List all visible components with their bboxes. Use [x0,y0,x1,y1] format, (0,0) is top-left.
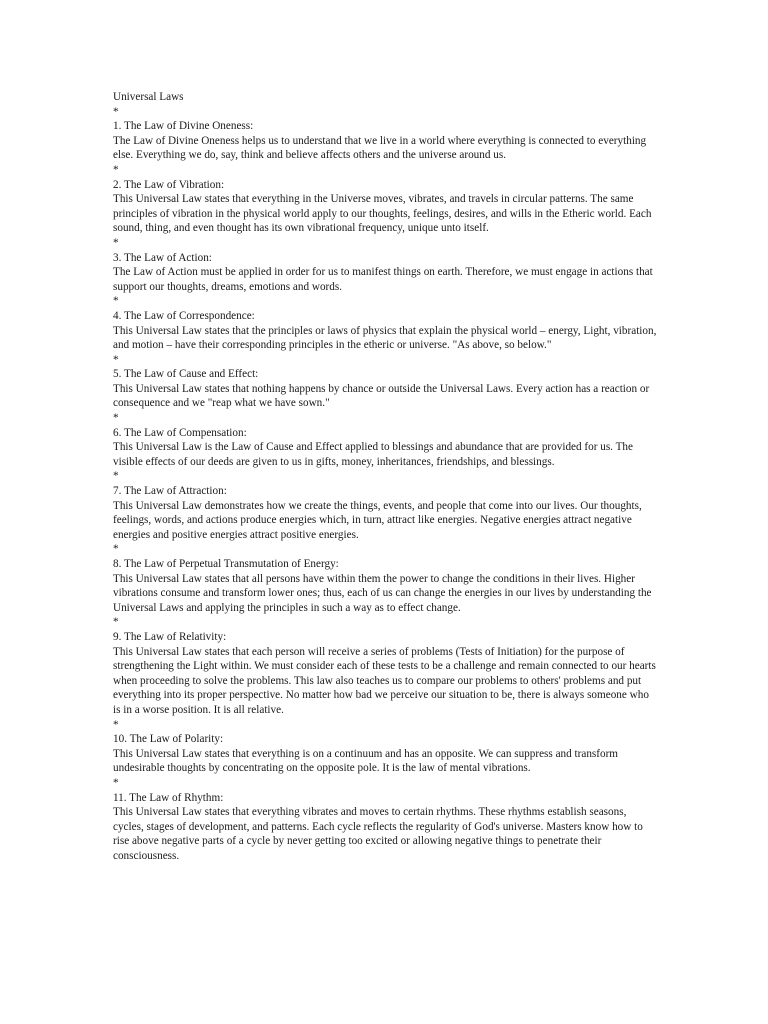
separator: * [113,236,119,249]
law-heading: 11. The Law of Rhythm: [113,791,224,804]
law-heading: 8. The Law of Perpetual Transmutation of Energy: [113,558,339,570]
law-heading: 3. The Law of Action: [113,251,212,264]
document-title: Universal Laws [113,91,184,103]
law-body: This Universal Law states that each person will receive a series of problems (Tests of Initiation) for the purpose of strengthening the Light within. We must consider each of these tests to be a challenge and remain connected to our hearts when proceeding to solve the problems. This law also teaches us to compare our problems to others' problems and put everything into its proper perspective. No matter how bad we perceive our situation to be, there is always someone who is in a worse position. It is all relative. [113,645,656,716]
law-body: This Universal Law states that everything in the Universe moves, vibrates, and travels in circular patterns. The same principles of vibration in the physical world apply to our thoughts, feelings, desires, and wills in the Etheric world. Each sound, thing, and even thought has its own vibrational frequency, unique unto itself. [113,193,652,235]
law-heading: 6. The Law of Compensation: [113,426,247,439]
separator: * [113,163,119,176]
law-heading: 10. The Law of Polarity: [113,733,224,746]
separator: * [113,295,119,308]
separator: * [113,616,119,629]
law-body: This Universal Law is the Law of Cause and Effect applied to blessings and abundance that are provided for us. The visible effects of our deeds are given to us in gifts, money, inheritances, friendships, and blessings. [113,441,633,468]
separator: * [113,353,119,366]
law-heading: 1. The Law of Divine Oneness: [113,120,254,133]
law-heading: 4. The Law of Correspondence: [113,309,255,322]
law-heading: 7. The Law of Attraction: [113,485,227,498]
law-body: This Universal Law states that all persons have within them the power to change the conditions in their lives. Higher vibrations consume and transform lower ones; thus, each of us can change the energies in our lives by understanding the Universal Laws and applying the principles in such a way as to effect change. [113,572,652,614]
law-body: The Law of Action must be applied in order for us to manifest things on earth. Therefore, we must engage in actions that support our thoughts, dreams, emotions and words. [113,266,653,293]
document-page [113,90,658,863]
separator: * [113,105,119,118]
law-body: This Universal Law states that nothing happens by chance or outside the Universal Laws. Every action has a reaction or consequence and we "reap what we have sown." [113,382,650,410]
law-body: This Universal Law states that everything is on a continuum and has an opposite. We can suppress and transform undesirable thoughts by concentrating on the opposite pole. It is the law of mental vibrations. [113,747,619,775]
law-body: This Universal Law demonstrates how we create the things, events, and people that come into our lives. Our thoughts, feelings, words, and actions produce energies which, in turn, attract like energies. Negative energies attract negative energies and positive energies attract positive energies. [113,499,642,541]
separator: * [113,776,119,789]
law-body: This Universal Law states that everything vibrates and moves to certain rhythms. These rhythms establish seasons, cycles, stages of development, and patterns. Each cycle reflects the regularity of God's universe. Masters know how to rise above negative parts of a cycle by never getting too excited or allowing negative things to penetrate their consciousness. [113,806,643,862]
law-body: The Law of Divine Oneness helps us to understand that we live in a world where everything is connected to everything else. Everything we do, say, think and believe affects others and the universe around us. [113,134,647,162]
separator: * [113,543,119,556]
law-body: This Universal Law states that the principles or laws of physics that explain the physical world – energy, Light, vibration, and motion – have their corresponding principles in the etheric or universe. "As above, so below." [113,324,657,352]
law-heading: 9. The Law of Relativity: [113,630,227,643]
separator: * [113,718,119,731]
separator: * [113,470,119,483]
separator: * [113,412,119,425]
law-heading: 2. The Law of Vibration: [113,178,225,191]
law-heading: 5. The Law of Cause and Effect: [113,368,259,381]
